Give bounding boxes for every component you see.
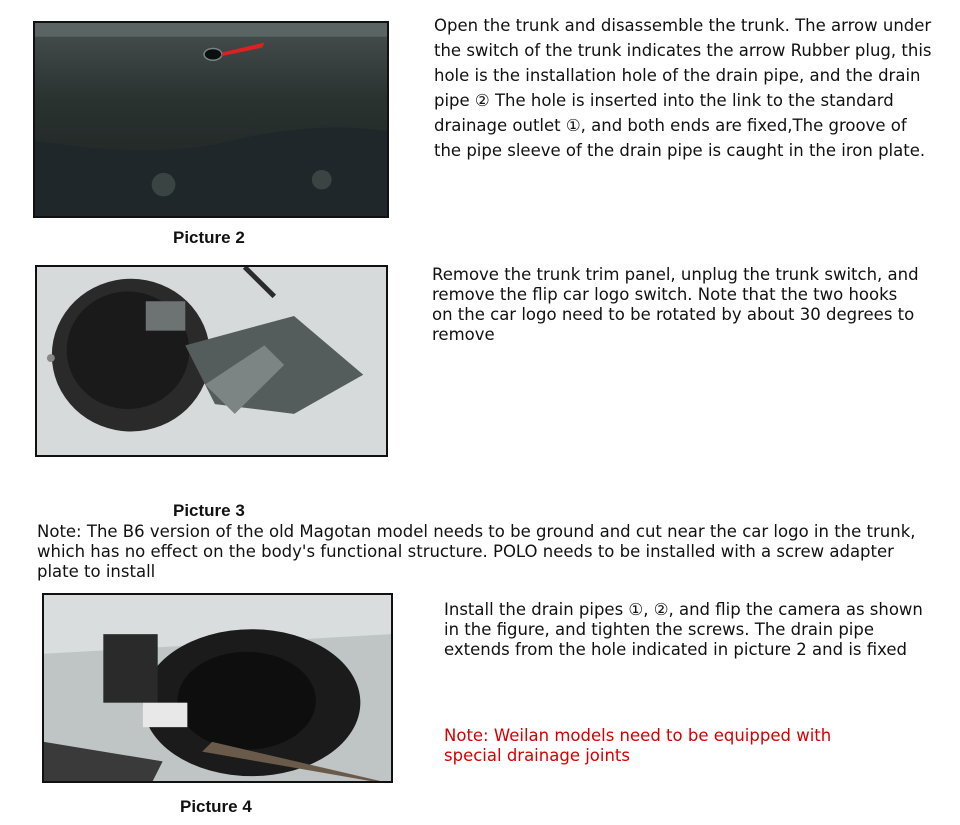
caption-picture-3: Picture 3 — [173, 501, 245, 520]
caption-picture-2: Picture 2 — [173, 228, 245, 247]
photo-trunk-rubber-plug — [33, 21, 389, 218]
step2-instructions: Remove the trunk trim panel, unplug the trunk switch, and remove the flip car logo switch. Note that the two hooks on the car logo need to be rotated by about 30 degrees to remove — [432, 265, 919, 344]
photo-drain-pipes-installed — [42, 593, 393, 783]
caption-picture-4: Picture 4 — [180, 797, 252, 816]
step3-instructions: Install the drain pipes ①, ②, and flip the camera as shown in the figure, and tighten the screws. The drain pipe extends from the hole indicated in picture 2 and is fixed — [444, 600, 923, 659]
step1-instructions: Open the trunk and disassemble the trunk. The arrow under the switch of the trunk indicates the arrow Rubber plug, this hole is the installation hole of the drain pipe, and the drain pipe ② The hole is inserted into the link to the standard drainage outlet ①, and both ends are fixed,The groove of the pipe sleeve of the drain pipe is caught in the iron plate. — [434, 16, 932, 160]
photo-trunk-logo-switch — [35, 265, 388, 457]
note-b6-magotan: Note: The B6 version of the old Magotan model needs to be ground and cut near the car logo in the trunk, which has no effect on the body's functional structure. POLO needs to be installed with a screw adapter plate to install — [37, 522, 916, 581]
note-weilan-models: Note: Weilan models need to be equipped with special drainage joints — [444, 726, 832, 765]
